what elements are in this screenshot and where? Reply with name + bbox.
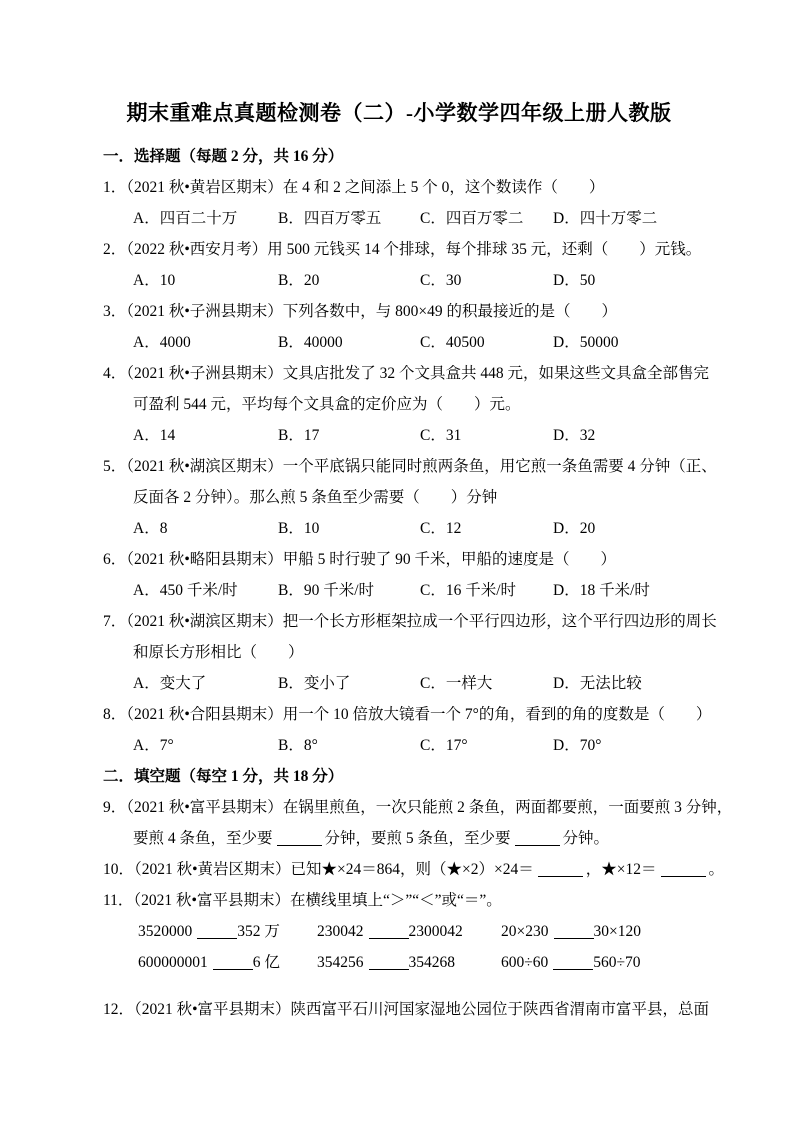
option: A．变大了 (133, 675, 207, 692)
question-8-stem: 8．（2021 秋•合阳县期末）用一个 10 倍放大镜看一个 7°的角，看到的角的度数是（ ） (103, 706, 712, 723)
right-value: 354268 (408, 954, 455, 971)
option: C．31 (420, 427, 462, 444)
option: C．16 千米/时 (420, 582, 517, 599)
fill-blank (553, 965, 593, 970)
option: B．40000 (278, 334, 343, 351)
comparison-item (138, 916, 317, 947)
question-3 (103, 296, 695, 358)
option: C．四百万零二 (420, 210, 524, 227)
question-8 (103, 699, 712, 761)
question-4-stem: 4．（2021 秋•子洲县期末）文具店批发了 32 个文具盒共 448 元，如果这些文具盒全部售完 (103, 365, 710, 382)
option: B．8° (278, 737, 318, 754)
question-10-text: ，★×12＝ (585, 861, 657, 878)
fill-blank (515, 841, 560, 846)
question-7-options (103, 668, 695, 699)
right-value: 560÷70 (593, 954, 641, 971)
option: B．10 (278, 520, 320, 537)
right-value: 352 万 (237, 923, 280, 940)
comparison-item (501, 947, 695, 978)
left-value: 600000001 (138, 954, 208, 971)
fill-blank (369, 934, 409, 939)
question-10-line1 (103, 854, 725, 885)
option: D．50000 (553, 334, 619, 351)
question-2-stem: 2．（2022 秋•西安月考）用 500 元钱买 14 个排球，每个排球 35 元，还剩（ ）元钱。 (103, 241, 702, 258)
option: D．70° (553, 737, 602, 754)
question-7-stem-line2: 和原长方形相比（ ） (133, 644, 304, 661)
option: A．10 (133, 272, 176, 289)
option: B．17 (278, 427, 320, 444)
question-5-stem-line2: 反面各 2 分钟）。那么煎 5 条鱼至少需要（ ）分钟 (133, 489, 498, 506)
left-value: 3520000 (138, 923, 193, 940)
option: A．7° (133, 737, 174, 754)
question-11-row2 (103, 947, 695, 978)
question-2-options (103, 265, 695, 296)
question-9-line2 (103, 823, 695, 854)
fill-blank (213, 965, 253, 970)
question-11-stem: 11．（2021 秋•富平县期末）在横线里填上“＞”“＜”或“＝”。 (103, 892, 502, 909)
option: C．一样大 (420, 675, 493, 692)
comparison-item (138, 947, 317, 978)
question-10 (103, 854, 725, 885)
question-6-options (103, 575, 695, 606)
question-9-text: 分钟，要煎 5 条鱼，至少要 (324, 830, 511, 847)
option: B．90 千米/时 (278, 582, 375, 599)
comparison-item (317, 947, 501, 978)
fill-blank (277, 841, 322, 846)
fill-blank (554, 934, 594, 939)
question-3-options (103, 327, 695, 358)
question-3-stem: 3．（2021 秋•子洲县期末）下列各数中，与 800×49 的积最接近的是（ ） (103, 303, 618, 320)
option: D．18 千米/时 (553, 582, 650, 599)
option: C．17° (420, 737, 468, 754)
section2-header: 二．填空题（每空 1 分，共 18 分） (103, 768, 344, 785)
page-title: 期末重难点真题检测卷（二）-小学数学四年级上册人教版 (126, 101, 672, 125)
question-5-stem: 5．（2021 秋•湖滨区期末）一个平底锅只能同时煎两条鱼，用它煎一条鱼需要 4 分钟（正、 (103, 458, 717, 475)
option: A．14 (133, 427, 176, 444)
question-2 (103, 234, 702, 296)
question-7-stem: 7．（2021 秋•湖滨区期末）把一个长方形框架拉成一个平行四边形，这个平行四边形的周长 (103, 613, 717, 630)
question-6-stem: 6．（2021 秋•略阳县期末）甲船 5 时行驶了 90 千米，甲船的速度是（ ） (103, 551, 617, 568)
question-5-options (103, 513, 695, 544)
option: D．无法比较 (553, 675, 642, 692)
left-value: 20×230 (501, 923, 549, 940)
comparison-item (501, 916, 695, 947)
option: C．12 (420, 520, 462, 537)
question-4-stem-line2: 可盈利 544 元，平均每个文具盒的定价应为（ ）元。 (133, 396, 521, 413)
option: A．450 千米/时 (133, 582, 238, 599)
right-value: 30×120 (593, 923, 641, 940)
comparison-item (317, 916, 501, 947)
question-9-text: 分钟。 (562, 830, 610, 847)
question-9-line1: 9．（2021 秋•富平县期末）在锅里煎鱼，一次只能煎 2 条鱼，两面都要煎，一面要煎 3 分钟， (103, 799, 733, 816)
question-1-options (103, 203, 695, 234)
question-4 (103, 358, 710, 451)
question-11 (103, 885, 695, 978)
left-value: 230042 (317, 923, 364, 940)
question-7 (103, 606, 717, 699)
fill-blank (661, 872, 706, 877)
option: D．四十万零二 (553, 210, 658, 227)
option: C．40500 (420, 334, 485, 351)
question-12 (103, 994, 710, 1025)
right-value: 6 亿 (252, 954, 280, 971)
question-11-row1 (103, 916, 695, 947)
question-5 (103, 451, 717, 544)
option: B．20 (278, 272, 320, 289)
question-9 (103, 792, 733, 854)
option: D．50 (553, 272, 596, 289)
question-4-options (103, 420, 695, 451)
fill-blank (369, 965, 409, 970)
fill-blank (197, 934, 237, 939)
question-10-text: 。 (708, 861, 725, 878)
question-9-text: 要煎 4 条鱼，至少要 (133, 830, 273, 847)
question-6 (103, 544, 695, 606)
left-value: 354256 (317, 954, 364, 971)
option: D．32 (553, 427, 596, 444)
option: C．30 (420, 272, 462, 289)
option: B．四百万零五 (278, 210, 382, 227)
question-8-options (103, 730, 695, 761)
section1-header: 一．选择题（每题 2 分，共 16 分） (103, 148, 344, 165)
fill-blank (538, 872, 583, 877)
option: A．4000 (133, 334, 191, 351)
option: A．8 (133, 520, 168, 537)
right-value: 2300042 (408, 923, 463, 940)
question-1-stem: 1．（2021 秋•黄岩区期末）在 4 和 2 之间添上 5 个 0，这个数读作（ ） (103, 179, 605, 196)
question-12-line1: 12．（2021 秋•富平县期末）陕西富平石川河国家湿地公园位于陕西省渭南市富平县，总面 (103, 1001, 710, 1018)
question-10-text: 10．（2021 秋•黄岩区期末）已知★×24＝864，则（★×2）×24＝ (103, 861, 534, 878)
left-value: 600÷60 (501, 954, 549, 971)
option: B．变小了 (278, 675, 351, 692)
question-1 (103, 172, 695, 234)
option: D．20 (553, 520, 596, 537)
option: A．四百二十万 (133, 210, 238, 227)
